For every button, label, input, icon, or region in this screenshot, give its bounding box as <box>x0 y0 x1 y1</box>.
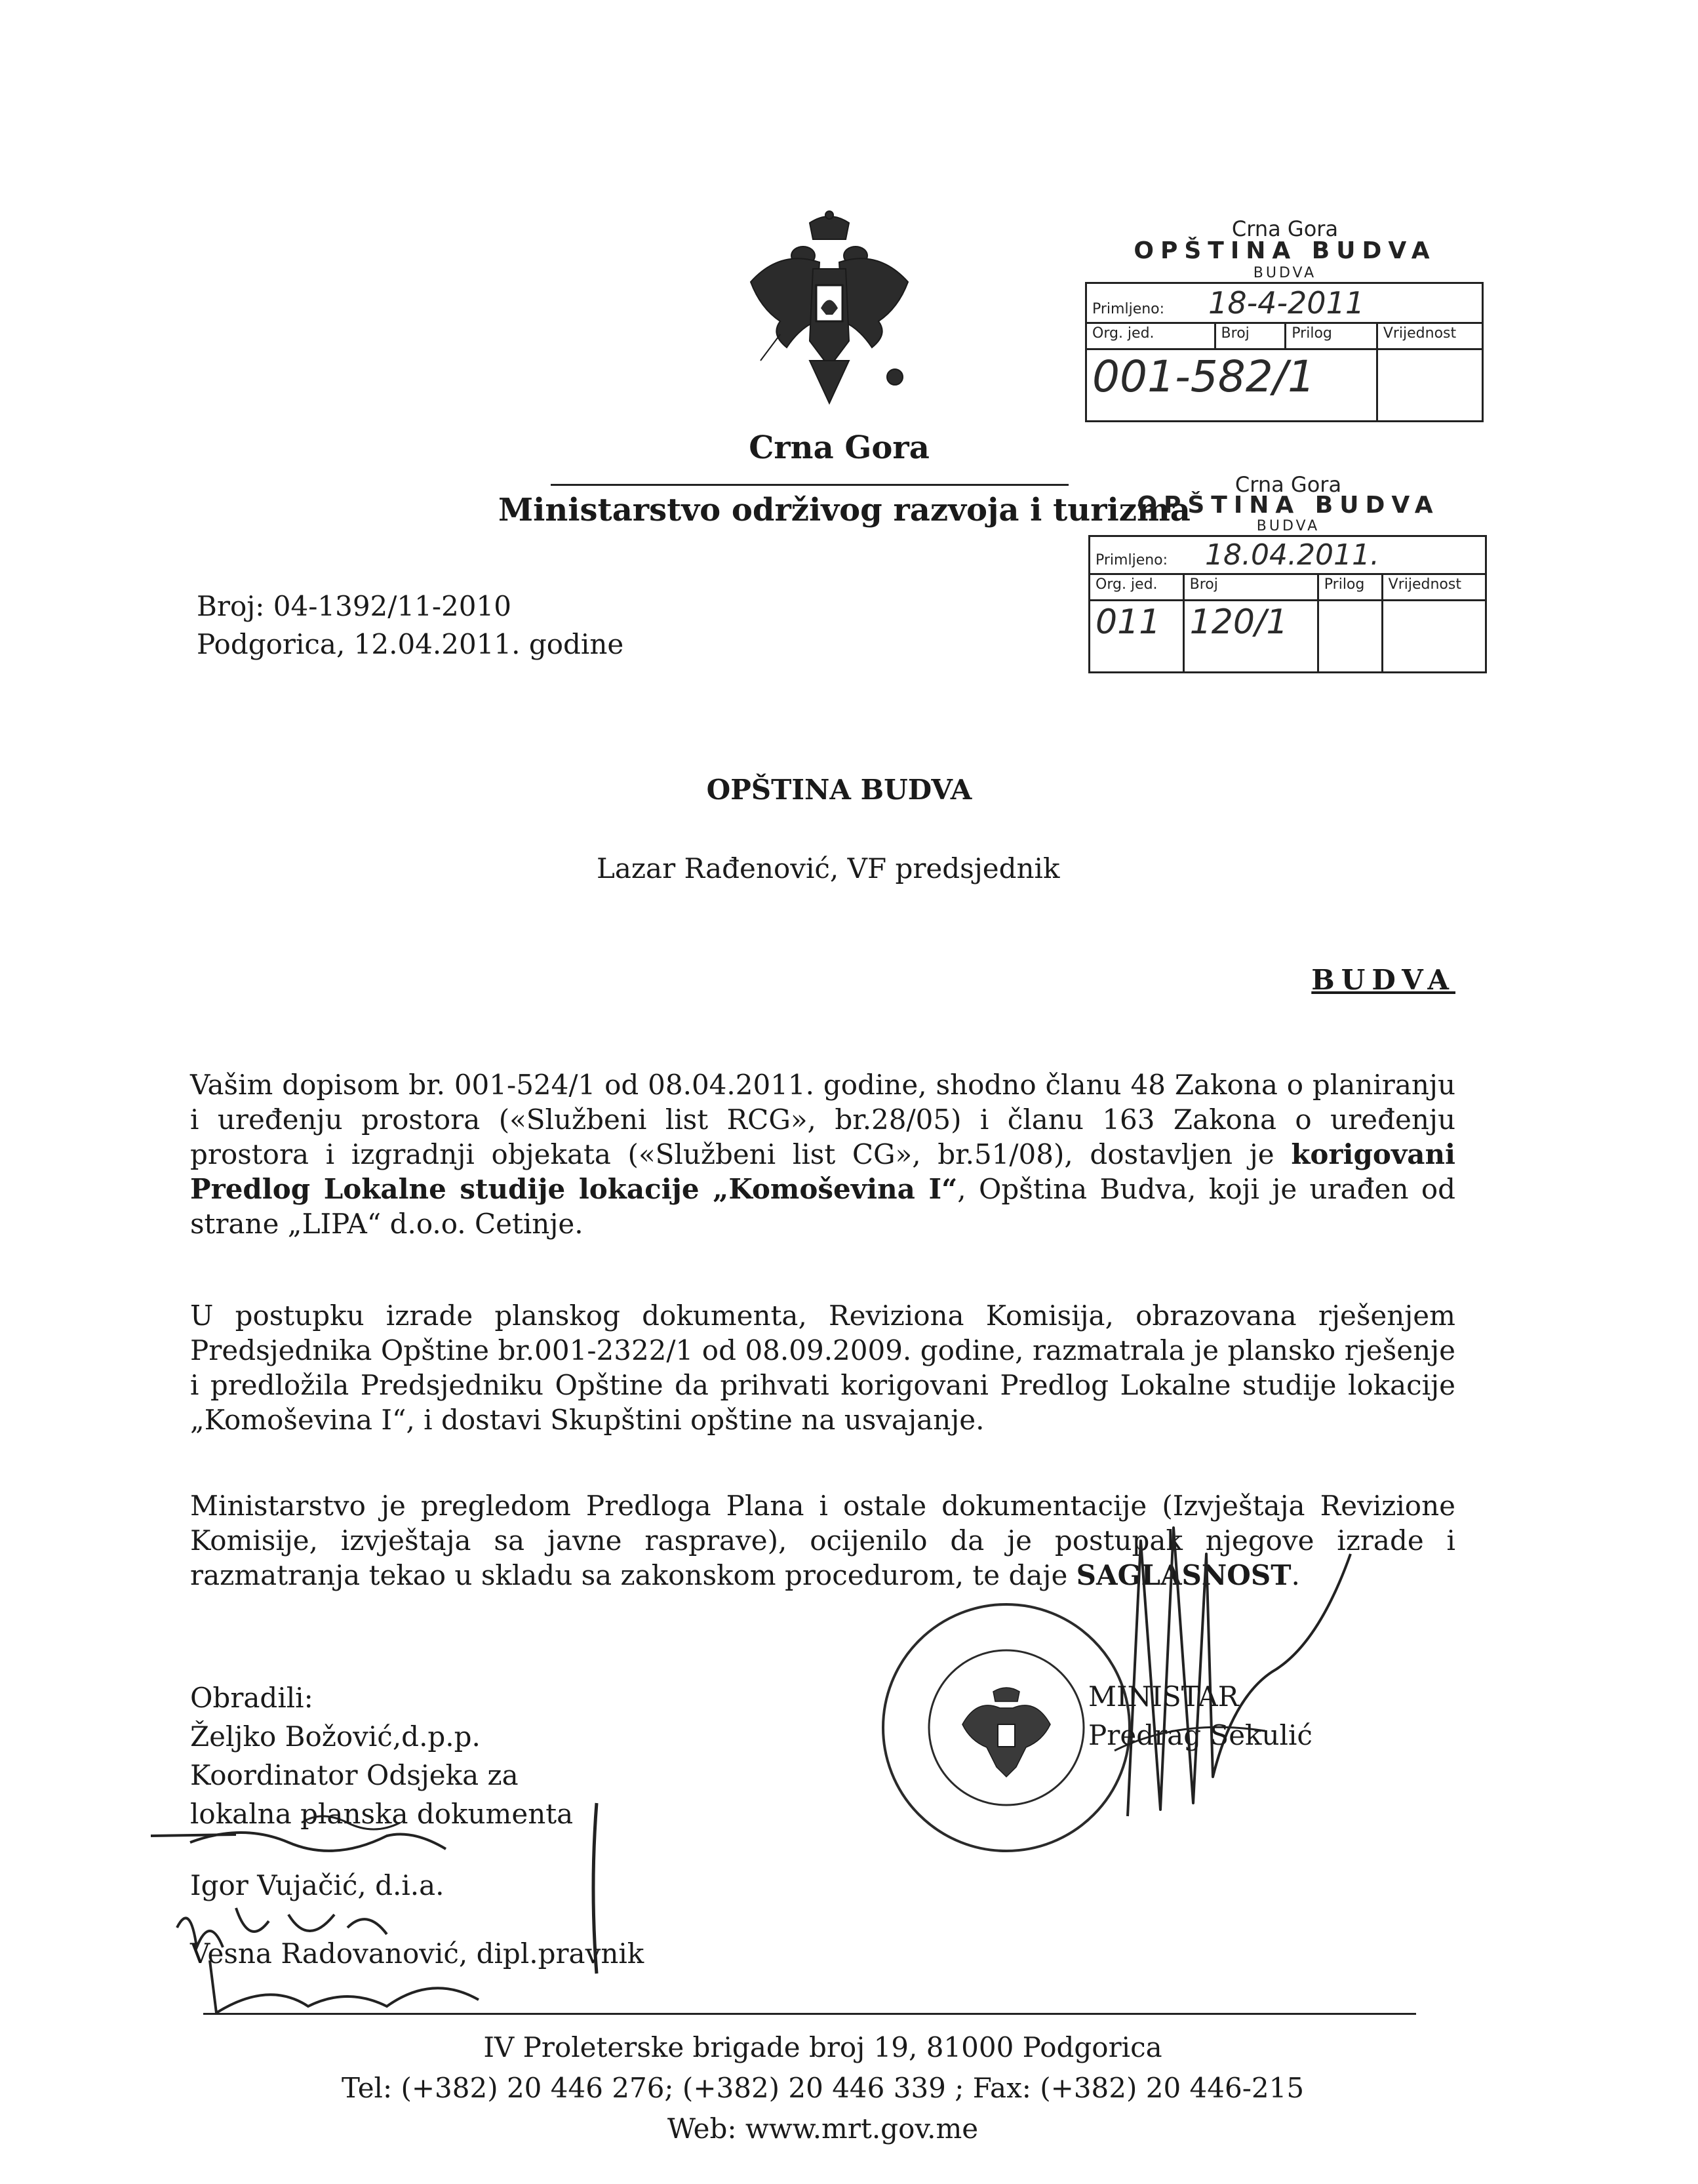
stamp-handwritten-number: 001-582/1 <box>1092 351 1315 402</box>
footer-phones: Tel: (+382) 20 446 276; (+382) 20 446 339 ; Fax: (+382) 20 446-215 <box>341 2072 1305 2104</box>
stamp-broj-value: 120/1 <box>1189 603 1288 642</box>
stamp-received-label: Primljeno: <box>1092 301 1165 317</box>
prepared-by-name-3: Vesna Radovanović, dipl.pravnik <box>190 1937 644 1970</box>
paragraph-bold-text: korigovani Predlog Lokalne studije lokacije „Komoševina I“ <box>190 1138 1455 1205</box>
stamp-empty-cell <box>1377 349 1482 422</box>
stamp-municipality: OPŠTINA BUDVA <box>1134 237 1436 264</box>
stamp-col-broj: Broj <box>1183 574 1318 601</box>
stamp-received-cell <box>1086 283 1483 323</box>
header-ministry: Ministarstvo održivog razvoja i turizma <box>498 492 1191 528</box>
minister-name: Predrag Sekulić <box>1088 1719 1313 1751</box>
stamp-country: Crna Gora <box>1234 472 1342 497</box>
stamp-city: BUDVA <box>1256 518 1320 534</box>
reference-number: Broj: 04-1392/11-2010 <box>197 590 511 622</box>
prepared-by-name-1: Željko Božović,d.p.p. <box>190 1720 481 1753</box>
stamp-municipality: OPŠTINA BUDVA <box>1137 492 1440 519</box>
prepared-by-block <box>190 1678 644 1973</box>
prepared-by-role-2: lokalna planska dokumenta <box>190 1798 574 1830</box>
stamp-received-cell <box>1090 536 1486 574</box>
footer-web: Web: www.mrt.gov.me <box>667 2113 979 2145</box>
stamp-col-vrijednost: Vrijednost <box>1382 574 1486 601</box>
body-paragraph-2: U postupku izrade planskog dokumenta, Reviziona Komisija, obrazovana rješenjem Predsjednika Opštine br.001-2322/1 od 08.09.2009. godine, razmatrala je plansko rješenje i predložila Predsjedniku Opštine da prihvati korigovani Predlog Lokalne studije lokacije „Komoševina I“, i dostavi Skupštini opštine na usvajanje. <box>190 1300 1455 1436</box>
coat-of-arms-emblem <box>741 210 918 407</box>
footer-divider <box>203 2013 1416 2015</box>
registry-stamp-2 <box>1088 472 1488 682</box>
stamp-org-cell <box>1090 601 1184 673</box>
stamp-vrijednost-cell <box>1382 601 1486 673</box>
paragraph-text: Vašim dopisom br. 001-524/1 od 08.04.2011. godine, shodno članu 48 Zakona o planiranju i uređenju prostora («Službeni list RCG», br.28/05) i članu 163 Zakona o uređenju prostora i izgradnji objekata («Službeni list CG», br.51/08), dostavljen je <box>190 1069 1455 1170</box>
stamp-col-broj: Broj <box>1215 323 1286 349</box>
registry-stamp-1 <box>1085 216 1485 426</box>
consent-word: SAGLASNOST <box>1076 1559 1292 1591</box>
minister-signature <box>1101 1501 1377 1842</box>
stamp-col-org: Org. jed. <box>1086 323 1215 349</box>
stamp-received-value: 18-4-2011 <box>1208 285 1365 321</box>
reference-place-date: Podgorica, 12.04.2011. godine <box>197 628 624 660</box>
stamp-broj-cell <box>1183 601 1318 673</box>
stamp-table <box>1085 282 1484 422</box>
stamp-city: BUDVA <box>1253 265 1317 281</box>
header-country: Crna Gora <box>749 429 930 466</box>
body-paragraph-1 <box>190 1067 1455 1241</box>
stamp-number-cell <box>1086 349 1377 422</box>
stamp-col-org: Org. jed. <box>1090 574 1184 601</box>
addressee-person: Lazar Rađenović, VF predsjednik <box>597 852 1060 884</box>
stamp-country: Crna Gora <box>1231 216 1339 241</box>
header-divider <box>551 484 1069 486</box>
paragraph-text: , Opština Budva, koji je urađen od strane „LIPA“ d.o.o. Cetinje. <box>190 1173 1455 1240</box>
stamp-table <box>1088 535 1487 673</box>
paragraph-text: . <box>1291 1559 1300 1591</box>
prepared-by-role-1: Koordinator Odsjeka za <box>190 1759 519 1791</box>
stamp-org-value: 011 <box>1096 603 1161 642</box>
addressee-city: BUDVA <box>1311 964 1455 996</box>
prepared-by-label: Obradili: <box>190 1682 313 1714</box>
prepared-by-name-2: Igor Vujačić, d.i.a. <box>190 1869 444 1901</box>
stamp-prilog-cell <box>1318 601 1382 673</box>
stamp-received-label: Primljeno: <box>1096 552 1168 568</box>
stamp-received-value: 18.04.2011. <box>1205 538 1379 572</box>
stamp-col-vrijednost: Vrijednost <box>1377 323 1482 349</box>
paragraph-text: Ministarstvo je pregledom Predloga Plana i ostale dokumentacije (Izvještaja Revizione Komisije, izvještaja sa javne rasprave), ocijenilo da je postupak njegove izrade i razmatranja tekao u skladu sa zakonskom procedurom, te daje <box>190 1490 1455 1591</box>
footer-address: IV Proleterske brigade broj 19, 81000 Podgorica <box>483 2031 1162 2063</box>
minister-block <box>1088 1677 1313 1755</box>
stamp-col-prilog: Prilog <box>1286 323 1377 349</box>
minister-title: MINISTAR <box>1088 1680 1239 1713</box>
stamp-col-prilog: Prilog <box>1318 574 1382 601</box>
addressee-municipality: OPŠTINA BUDVA <box>706 774 972 806</box>
